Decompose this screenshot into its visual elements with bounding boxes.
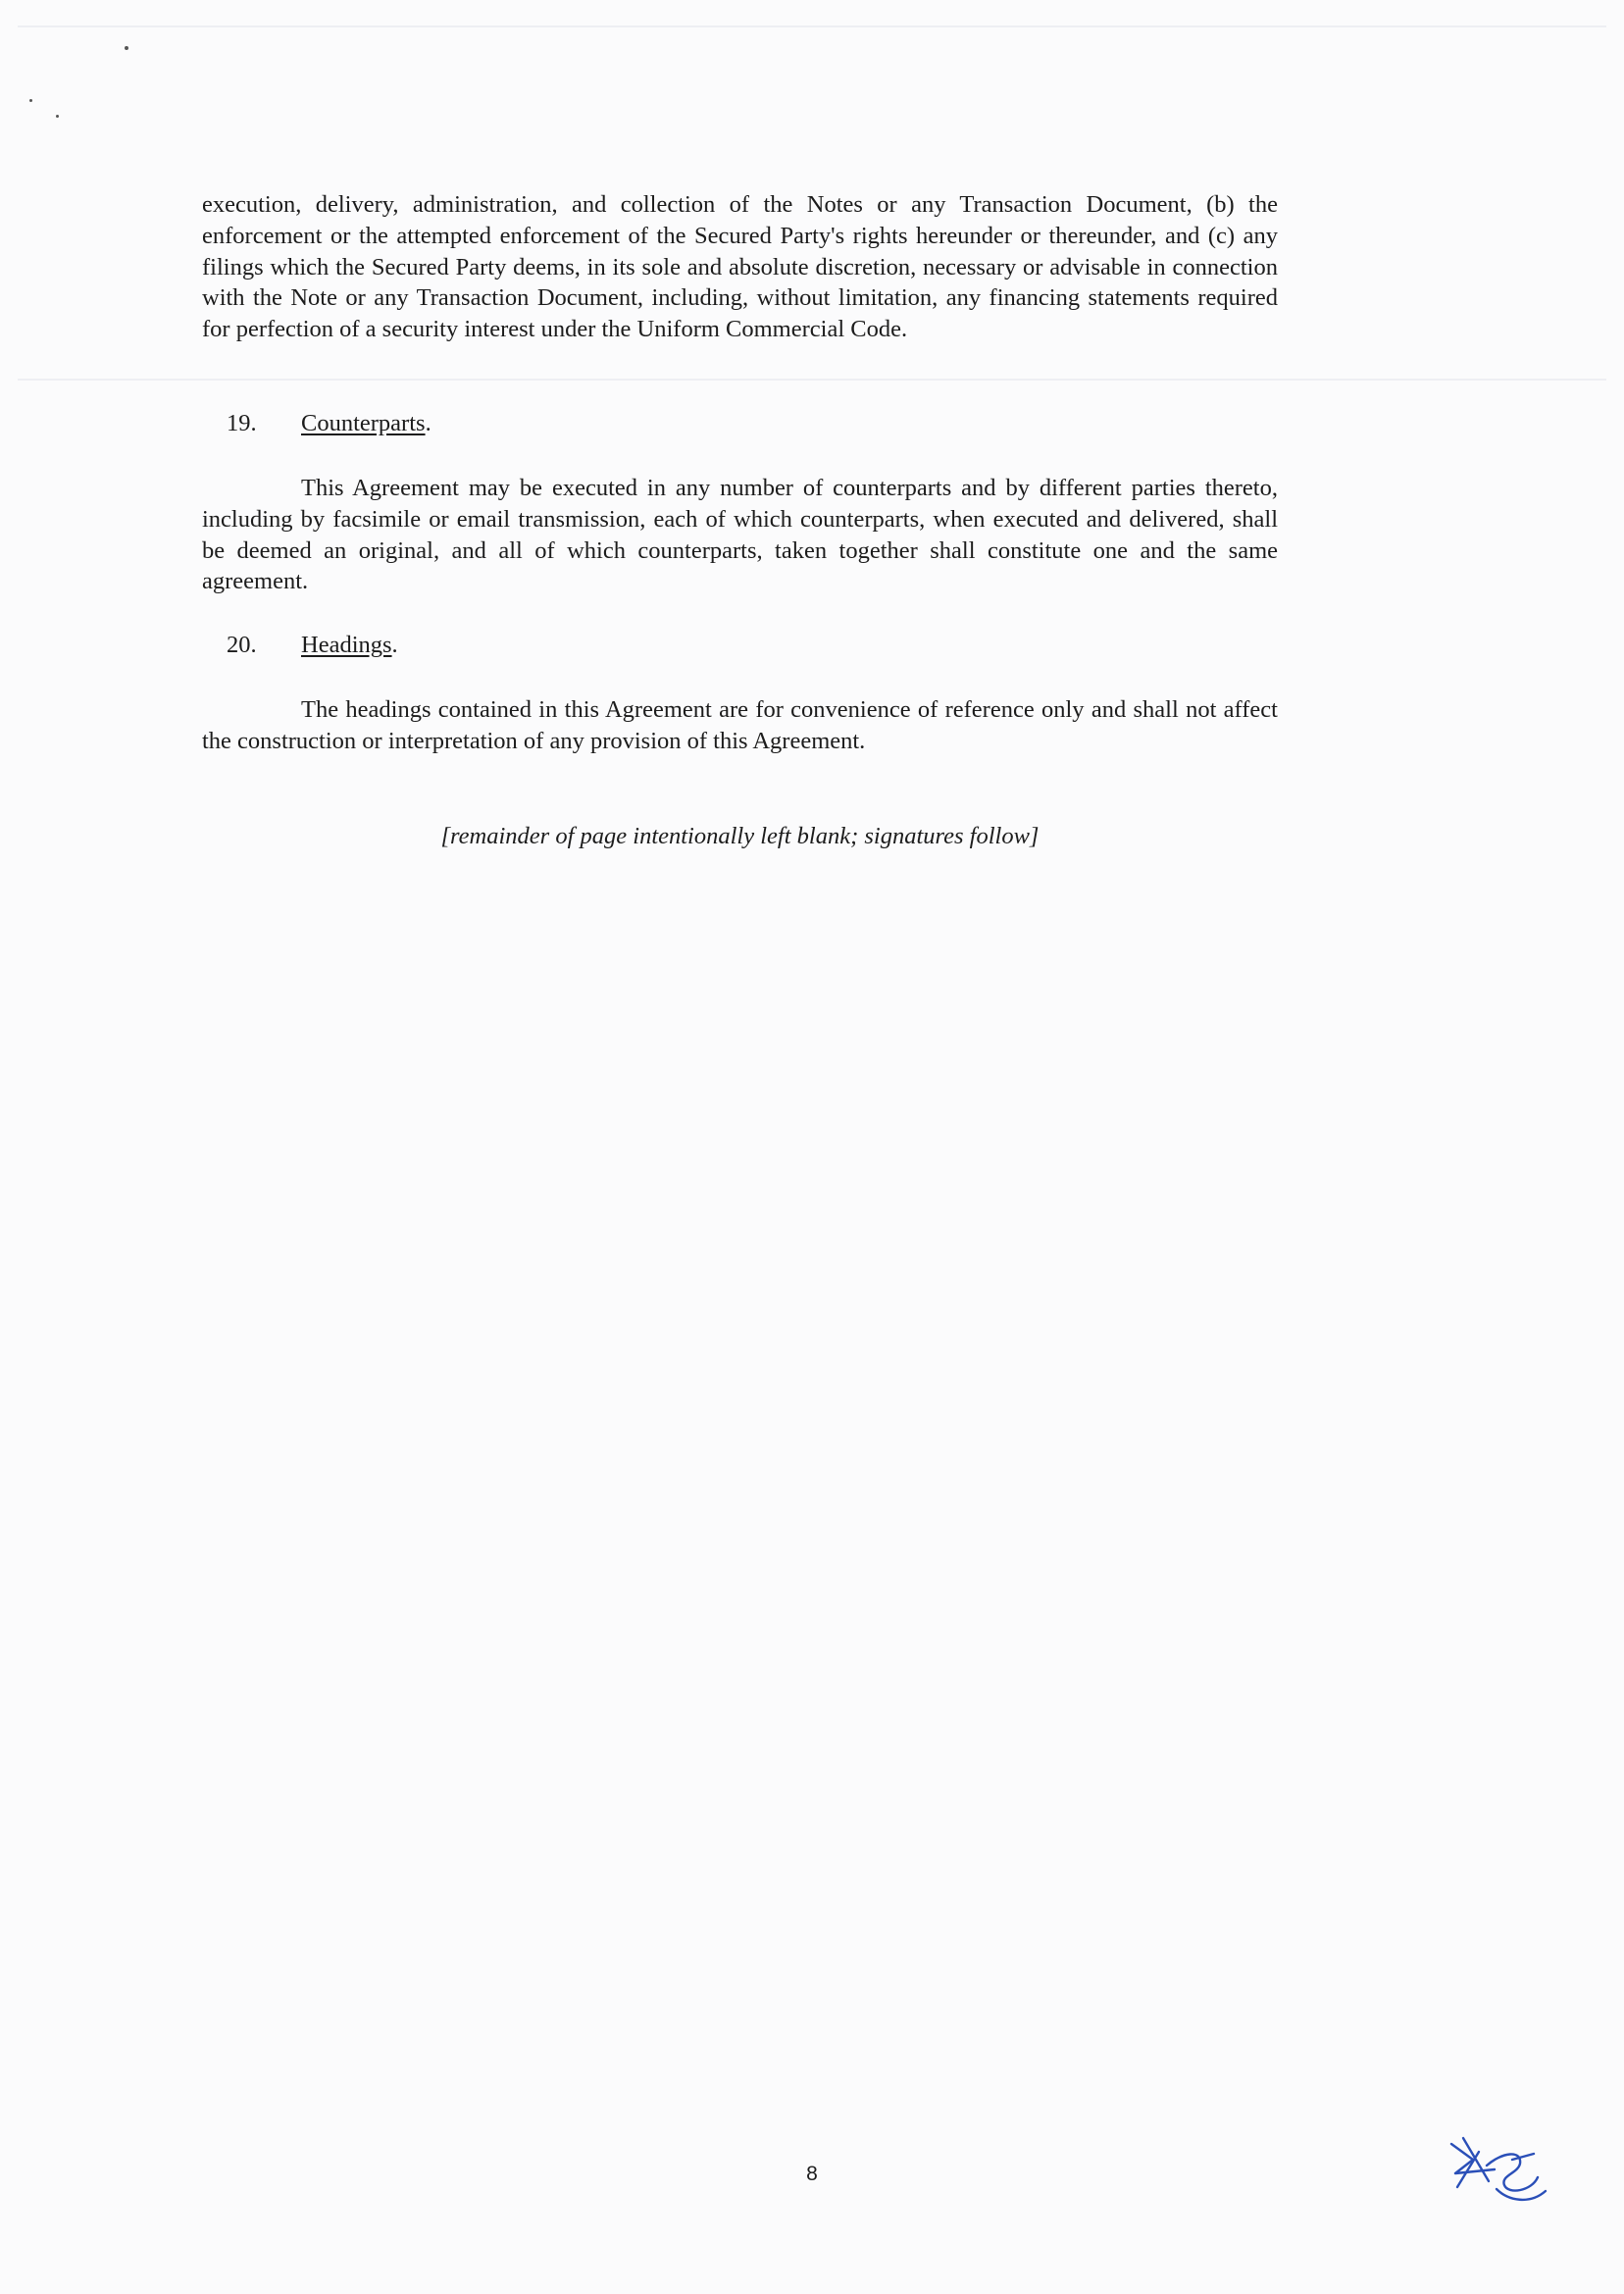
scan-artifact-line	[18, 25, 1606, 27]
section-number: 20.	[227, 632, 257, 658]
section-number: 19.	[227, 410, 257, 436]
scan-speck	[56, 115, 59, 118]
initials-signature-icon	[1444, 2130, 1551, 2209]
section-title-period: .	[425, 410, 431, 436]
section-title	[301, 408, 431, 439]
section-title	[301, 630, 398, 661]
scan-artifact-line	[18, 379, 1606, 381]
headings-paragraph: The headings contained in this Agreement are for convenience of reference only and shall not affect the construction or interpretation of any provision of this Agreement.	[202, 696, 1278, 754]
remainder-note: [remainder of page intentionally left blank; signatures follow]	[440, 823, 1040, 849]
section-title-text: Headings	[301, 632, 392, 658]
counterparts-paragraph: This Agreement may be executed in any number of counterparts and by different parties thereto, including by facsimile or email transmission, each of which counterparts, when executed and delivered, shall be deemed an original, and all of which counterparts, taken together shall constitute one and the same agreement.	[202, 475, 1278, 595]
section-title-text: Counterparts	[301, 410, 426, 436]
page-number: 8	[806, 2163, 818, 2185]
section-title-period: .	[391, 632, 398, 658]
scan-speck	[29, 99, 32, 102]
scan-speck	[125, 46, 128, 50]
opening-paragraph: execution, delivery, administration, and collection of the Notes or any Transaction Document, (b) the enforcement or the attempted enforcement of the Secured Party's rights hereunder or thereunder, and (c) any filings which the Secured Party deems, in its sole and absolute discretion, necessary or advisable in connection with the Note or any Transaction Document, including, without limitation, any financing statements required for perfection of a security interest under the Uniform Commercial Code.	[202, 191, 1278, 343]
